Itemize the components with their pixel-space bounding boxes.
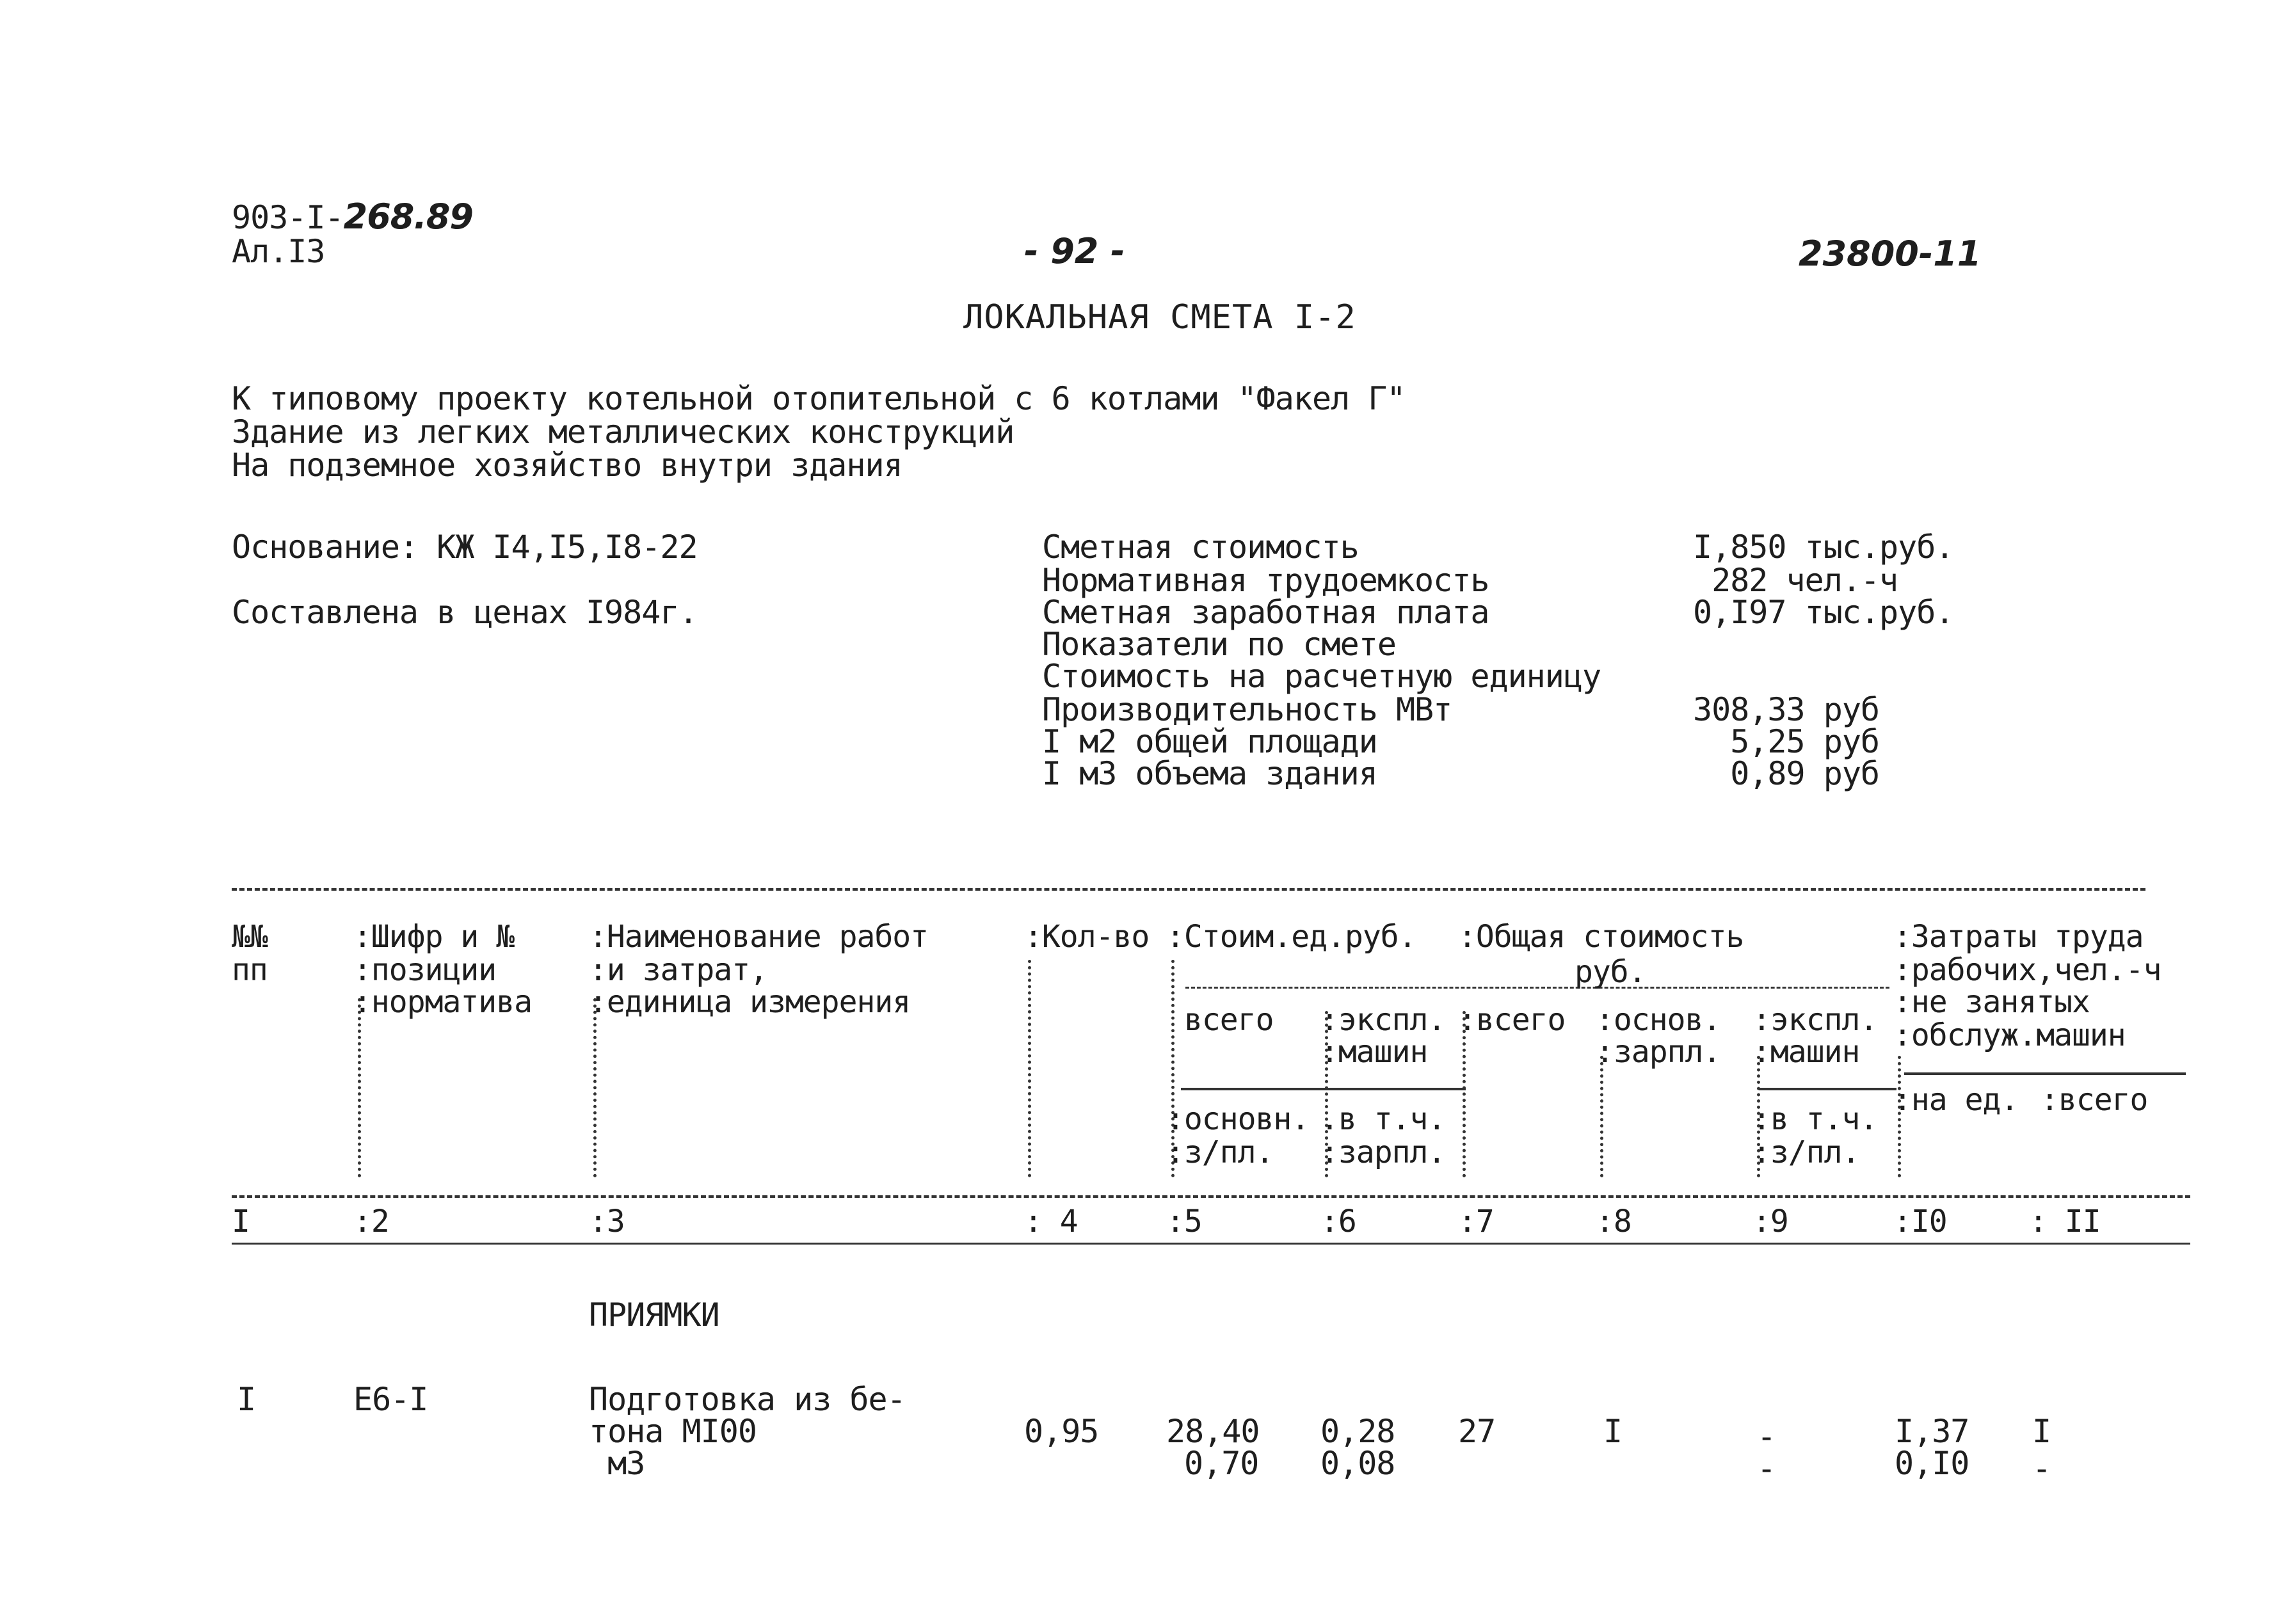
header-unit-mach-wage: .в т.ч. <box>1320 1101 1446 1137</box>
header-bottom-rule <box>232 1195 2190 1198</box>
header-unit-mach: :экспл. <box>1320 1002 1446 1038</box>
row-unit-base: 0,70 <box>1184 1445 1259 1482</box>
header-total-base: :зарпл. <box>1596 1034 1721 1070</box>
header-name: :и затрат, <box>589 952 767 988</box>
col-number: :3 <box>589 1204 625 1239</box>
header-unit-cost: :Стоим.ед.руб. <box>1166 919 1416 955</box>
header-labor-unit: :на ед. <box>1893 1082 2019 1118</box>
row-name: м3 <box>589 1445 645 1482</box>
header-labor: :не занятых <box>1893 984 2090 1020</box>
col-number: I <box>232 1204 250 1239</box>
header-unit-base: :основн. <box>1166 1101 1310 1137</box>
header-labor: :Затраты труда <box>1893 919 2144 955</box>
header-total-mach: :экспл. <box>1752 1002 1878 1038</box>
summary-value: I,850 тыс.руб. <box>1693 529 1954 566</box>
row-unit-mach-wage: 0,08 <box>1320 1445 1395 1482</box>
row-total-mach: - <box>1757 1418 1776 1455</box>
header-num-line2: пп <box>232 952 268 988</box>
header-unit-base: :з/пл. <box>1166 1134 1274 1170</box>
subtitle-line-2: Здание из легких металлических конструкций <box>232 413 1014 450</box>
summary-label: Показатели по смете <box>1042 626 1396 663</box>
labor-split-rule <box>1904 1072 2186 1075</box>
summary-label: Сметная заработная плата <box>1042 594 1489 631</box>
row-labor-unit: I,37 <box>1895 1413 1969 1450</box>
summary-value: 5,25 руб <box>1693 723 1880 760</box>
section-title: ПРИЯМКИ <box>589 1296 719 1333</box>
summary-label: Нормативная трудоемкость <box>1042 562 1489 599</box>
header-total-all: :всего <box>1458 1002 1566 1038</box>
row-qty: 0,95 <box>1024 1413 1099 1450</box>
header-code: :норматива <box>353 984 532 1020</box>
summary-label: Сметная стоимость <box>1042 529 1359 566</box>
col-separator <box>593 998 597 1177</box>
row-unit-mach: 0,28 <box>1320 1413 1395 1450</box>
row-labor-unit-2: 0,I0 <box>1895 1445 1969 1482</box>
col-separator <box>1600 1056 1603 1177</box>
subtitle-line-1: К типовому проекту котельной отопительной с 6 котлами "Факел Г" <box>232 380 1406 417</box>
summary-value: 308,33 руб <box>1693 691 1880 728</box>
header-total-mach-wage: :в т.ч. <box>1752 1101 1878 1137</box>
unit-cost-split-rule <box>1181 1088 1466 1090</box>
row-name: Подготовка из бе- <box>589 1381 906 1418</box>
col-number: :7 <box>1458 1204 1494 1239</box>
header-name: :единица измерения <box>589 984 911 1020</box>
header-total-mach: :машин <box>1752 1034 1860 1070</box>
table-top-rule <box>232 888 2145 891</box>
basis-text: Основание: КЖ I4,I5,I8-22 <box>232 529 698 566</box>
header-num-line1: №№ <box>232 919 268 955</box>
col-number: : 4 <box>1024 1204 1078 1239</box>
header-unit-total: всего <box>1184 1002 1274 1038</box>
header-unit-mach-wage: :зарпл. <box>1320 1134 1446 1170</box>
header-name: :Наименование работ <box>589 919 929 955</box>
row-code: Е6-I <box>353 1381 428 1418</box>
header-total-cost: :Общая стоимость <box>1458 919 1744 955</box>
row-total: 27 <box>1458 1413 1496 1450</box>
col-number: :5 <box>1166 1204 1202 1239</box>
page-title: ЛОКАЛЬНАЯ СМЕТА I-2 <box>963 298 1356 337</box>
col-number: :2 <box>353 1204 389 1239</box>
col-number: :6 <box>1320 1204 1356 1239</box>
number-row-rule <box>232 1243 2190 1245</box>
doc-number: 23800-11 <box>1799 234 1982 274</box>
header-qty: :Кол-во <box>1024 919 1150 955</box>
summary-value: 0,I97 тыс.руб. <box>1693 594 1954 631</box>
header-total-base: :основ. <box>1596 1002 1721 1038</box>
header-code: :позиции <box>353 952 497 988</box>
subtitle-line-3: На подземное хозяйство внутри здания <box>232 447 902 484</box>
header-code: :Шифр и № <box>353 919 515 955</box>
row-name: тона МI00 <box>589 1413 757 1450</box>
doc-code <box>232 196 474 237</box>
row-total-base: I <box>1603 1413 1623 1450</box>
cost-group-rule <box>1185 987 1889 989</box>
row-total-mach-wage: - <box>1757 1450 1776 1487</box>
row-unit-total: 28,40 <box>1166 1413 1260 1450</box>
row-number: I <box>237 1381 256 1418</box>
mach-split-rule <box>1759 1088 1896 1090</box>
col-number: :I0 <box>1893 1204 1947 1239</box>
header-unit-mach: :машин <box>1320 1034 1428 1070</box>
summary-value: 282 чел.-ч <box>1693 562 1898 599</box>
summary-value: 0,89 руб <box>1693 755 1880 792</box>
col-number: : II <box>2029 1204 2101 1239</box>
col-number: :9 <box>1752 1204 1788 1239</box>
album-number: Ал.I3 <box>232 233 325 270</box>
col-separator <box>358 998 361 1177</box>
header-total-mach-wage: :з/пл. <box>1752 1134 1860 1170</box>
doc-code-handwritten: 268.89 <box>343 196 474 237</box>
header-labor: :рабочих,чел.-ч <box>1893 952 2161 988</box>
doc-code-prefix: 903-I- <box>232 199 344 236</box>
row-labor-total-2: - <box>2032 1450 2051 1487</box>
page-number: - 92 - <box>1024 231 1125 271</box>
summary-label: Производительность МВт <box>1042 691 1452 728</box>
col-number: :8 <box>1596 1204 1632 1239</box>
header-labor-total: :всего <box>2040 1082 2148 1118</box>
header-labor: :обслуж.машин <box>1893 1017 2126 1053</box>
header-total-unit: руб. <box>1575 954 1646 990</box>
prices-text: Составлена в ценах I984г. <box>232 594 698 631</box>
summary-label: Стоимость на расчетную единицу <box>1042 658 1601 695</box>
col-separator <box>1028 960 1031 1177</box>
row-labor-total: I <box>2032 1413 2051 1450</box>
summary-label: I м3 объема здания <box>1042 755 1377 792</box>
summary-label: I м2 общей площади <box>1042 723 1377 760</box>
